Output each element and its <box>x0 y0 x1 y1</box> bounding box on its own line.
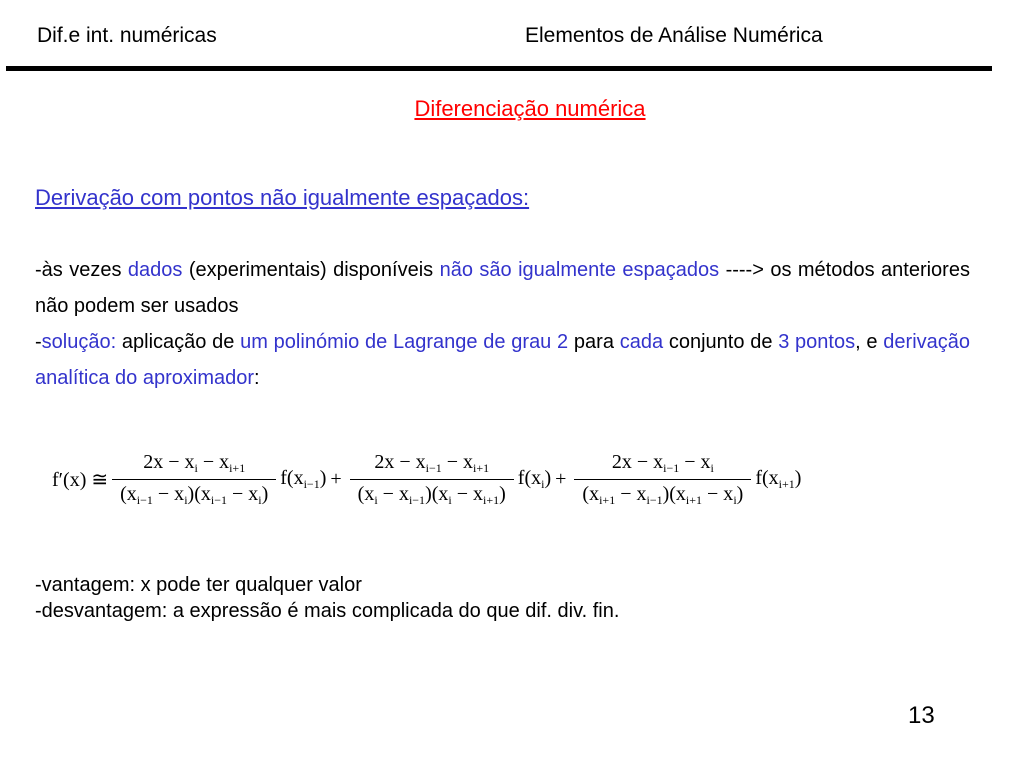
math-subscript: i <box>374 492 378 507</box>
math-subscript: i−1 <box>136 492 153 507</box>
math-subscript: i+1 <box>483 492 500 507</box>
highlight-run: 3 pontos <box>778 331 856 353</box>
text-run: - <box>35 331 42 353</box>
advantage-note: -vantagem: x pode ter qualquer valor <box>35 574 362 596</box>
math-subscript: i−1 <box>303 476 320 491</box>
text-run: (experimentais) disponíveis <box>182 259 440 281</box>
math-subscript: i+1 <box>473 460 490 475</box>
plus-sign: + <box>555 467 567 490</box>
math-text: ) <box>499 482 506 505</box>
highlight-run: solução: <box>41 331 117 353</box>
text-run: -às vezes <box>35 259 128 281</box>
formula-lhs: f′(x) ≅ <box>52 468 109 491</box>
text-run: aplicação de <box>116 331 241 353</box>
math-text: 2x − x <box>143 450 195 473</box>
math-subscript: i <box>194 460 198 475</box>
math-text: ) <box>261 482 269 505</box>
numerator-1 <box>135 451 253 479</box>
math-text: 2x − x <box>611 450 664 473</box>
math-subscript: i+1 <box>599 492 616 507</box>
math-text: − x <box>226 482 259 505</box>
math-text: (x <box>120 482 137 505</box>
denominator-3 <box>574 479 751 508</box>
header-right-title: Elementos de Análise Numérica <box>525 24 823 47</box>
math-subscript: i <box>733 492 737 507</box>
math-text: − x <box>441 450 473 473</box>
math-subscript: i−1 <box>646 492 663 507</box>
notes <box>35 572 619 624</box>
math-text: f(x <box>280 466 304 489</box>
lagrange-derivative-formula <box>52 444 801 514</box>
math-text: 2x − x <box>374 450 426 473</box>
fraction-term-1 <box>112 451 276 508</box>
math-text: ) <box>544 466 552 489</box>
highlight-run: um polinómio de Lagrange de grau 2 <box>240 331 569 353</box>
math-text: (x <box>357 482 375 505</box>
function-value-1 <box>280 467 326 492</box>
denominator-1 <box>112 479 276 508</box>
math-text: )(x <box>187 482 211 505</box>
math-text: f(x <box>755 466 779 489</box>
text-run: ----> os métodos anteriores não podem ser usados <box>35 259 970 317</box>
header-left-title: Dif.e int. numéricas <box>37 24 217 47</box>
math-text: ) <box>794 466 802 489</box>
math-text: − x <box>702 482 734 505</box>
function-value-3 <box>755 467 801 492</box>
math-subscript: i−1 <box>663 460 680 475</box>
disadvantage-note: -desvantagem: a expressão é mais complicada do que dif. div. fin. <box>35 600 620 622</box>
math-subscript: i+1 <box>685 492 703 507</box>
math-text: − x <box>152 482 185 505</box>
section-heading: Derivação com pontos não igualmente espaçados: <box>35 185 530 210</box>
math-text: − x <box>451 482 484 505</box>
fraction-term-2 <box>350 451 514 508</box>
math-text: − x <box>377 482 409 505</box>
math-text: (x <box>582 482 600 505</box>
text-run: : <box>254 367 260 389</box>
fraction-term-3 <box>574 451 751 508</box>
math-text: − x <box>197 450 230 473</box>
math-subscript: i <box>541 476 545 491</box>
highlight-run: derivação analítica do aproximador <box>35 331 970 389</box>
highlight-run: dados <box>127 259 183 281</box>
math-text: − x <box>615 482 647 505</box>
math-text: )(x <box>425 482 449 505</box>
math-subscript: i <box>448 492 452 507</box>
page-number: 13 <box>908 702 935 729</box>
text-run: conjunto de <box>663 331 779 353</box>
highlight-run: cada <box>619 331 664 353</box>
math-subscript: i+1 <box>778 476 795 491</box>
math-subscript: i <box>258 492 262 507</box>
numerator-2 <box>366 451 497 479</box>
numerator-3 <box>604 451 722 479</box>
math-text: − x <box>679 450 711 473</box>
header-divider <box>6 66 992 71</box>
paragraph-solution <box>35 324 970 396</box>
highlight-run: não são igualmente espaçados <box>439 259 720 281</box>
slide-title: Diferenciação numérica <box>414 96 646 121</box>
math-text: ) <box>736 482 744 505</box>
math-subscript: i+1 <box>229 460 246 475</box>
math-subscript: i−1 <box>425 460 442 475</box>
math-text: ) <box>319 466 327 489</box>
math-subscript: i−1 <box>408 492 426 507</box>
math-text: )(x <box>662 482 686 505</box>
math-subscript: i <box>710 460 714 475</box>
plus-sign: + <box>330 467 342 490</box>
text-run: , e <box>855 331 884 353</box>
math-subscript: i <box>184 492 188 507</box>
denominator-2 <box>350 479 514 508</box>
paragraph-context <box>35 252 970 324</box>
math-subscript: i−1 <box>210 492 227 507</box>
function-value-2 <box>518 467 551 492</box>
math-text: f(x <box>517 466 542 489</box>
text-run: para <box>568 331 620 353</box>
